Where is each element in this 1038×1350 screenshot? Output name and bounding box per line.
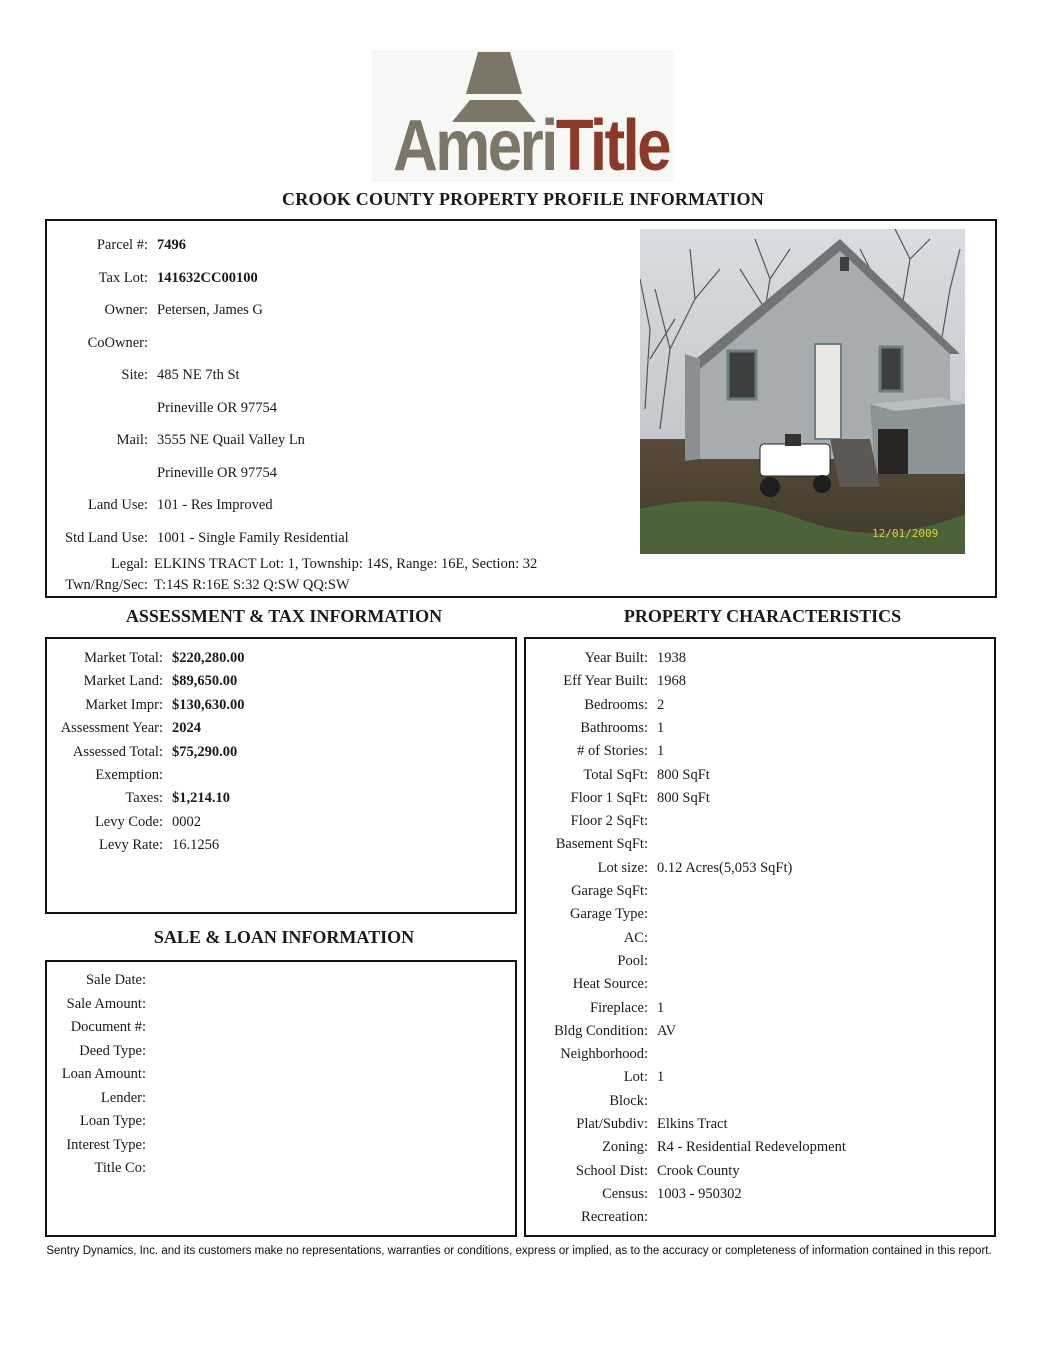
sale-row-label: Interest Type: bbox=[66, 1136, 146, 1153]
characteristic-row-label: Block: bbox=[609, 1092, 648, 1109]
characteristic-row-value: 1 bbox=[657, 743, 665, 760]
characteristic-row-label: AC: bbox=[623, 929, 648, 946]
twn-rng-sec-row-value: T:14S R:16E S:32 Q:SW QQ:SW bbox=[154, 577, 350, 593]
characteristic-row-label: School Dist: bbox=[575, 1162, 648, 1179]
logo-wordmark bbox=[393, 106, 670, 186]
characteristic-row-label: Garage SqFt: bbox=[571, 883, 648, 899]
characteristic-row-value: 800 SqFt bbox=[657, 766, 710, 783]
logo-text-title: Title bbox=[555, 106, 670, 186]
assessment-row-label: Assessment Year: bbox=[60, 720, 163, 737]
assessment-row-value: $75,290.00 bbox=[172, 743, 238, 760]
characteristic-row-label: Census: bbox=[602, 1185, 648, 1202]
characteristic-row-label: Basement SqFt: bbox=[555, 836, 648, 853]
characteristic-row-label: Lot: bbox=[623, 1069, 648, 1086]
sale-row-label: Lender: bbox=[100, 1089, 146, 1106]
coowner-row-label: CoOwner: bbox=[87, 335, 148, 351]
characteristic-row-label: Plat/Subdiv: bbox=[576, 1116, 648, 1132]
assessment-row-value: $220,280.00 bbox=[172, 650, 245, 666]
assessment-row-value: $89,650.00 bbox=[172, 673, 238, 690]
sale-row-label: Sale Amount: bbox=[66, 995, 146, 1012]
assessment-row-label: Assessed Total: bbox=[72, 743, 163, 760]
characteristic-row-value: 0.12 Acres(5,053 SqFt) bbox=[657, 859, 793, 876]
assessment-heading: ASSESSMENT & TAX INFORMATION bbox=[125, 606, 443, 626]
parcel-row-label: Parcel #: bbox=[96, 237, 148, 253]
owner-row-label: Owner: bbox=[104, 302, 148, 318]
characteristic-row-label: Total SqFt: bbox=[583, 766, 648, 783]
assessment-row-value: 0002 bbox=[172, 813, 201, 830]
characteristic-row-value: AV bbox=[657, 1022, 677, 1039]
assessment-row-label: Levy Code: bbox=[94, 813, 163, 830]
tax-lot-row-label: Tax Lot: bbox=[98, 270, 148, 286]
legal-row-value: ELKINS TRACT Lot: 1, Township: 14S, Range: 16E, Section: 32 bbox=[154, 556, 538, 572]
twn-rng-sec-row-label: Twn/Rng/Sec: bbox=[65, 577, 148, 593]
characteristics-heading: PROPERTY CHARACTERISTICS bbox=[623, 606, 902, 626]
report-title: CROOK COUNTY PROPERTY PROFILE INFORMATION bbox=[282, 189, 764, 209]
characteristic-row-label: Bedrooms: bbox=[584, 696, 648, 713]
assessment-row-label: Market Land: bbox=[83, 673, 163, 690]
ameri-title-logo bbox=[372, 50, 674, 186]
std-land-use-row-value: 1001 - Single Family Residential bbox=[157, 530, 349, 546]
characteristic-row-label: Year Built: bbox=[584, 650, 648, 666]
assessment-row-value: $1,214.10 bbox=[172, 790, 230, 807]
characteristic-row-label: Eff Year Built: bbox=[563, 673, 648, 690]
assessment-row-label: Exemption: bbox=[95, 767, 163, 783]
characteristic-row-label: Recreation: bbox=[581, 1209, 648, 1226]
characteristic-row-label: Bldg Condition: bbox=[554, 1022, 648, 1039]
sale-row-label: Sale Date: bbox=[86, 972, 146, 988]
characteristic-row-value: 1938 bbox=[657, 650, 686, 666]
house-photo-image bbox=[640, 229, 965, 554]
tax-lot-row-value: 141632CC00100 bbox=[157, 270, 258, 286]
owner-row-value: Petersen, James G bbox=[157, 302, 263, 318]
land-use-row-label: Land Use: bbox=[88, 497, 148, 513]
mail-city-row-value: Prineville OR 97754 bbox=[157, 465, 278, 481]
characteristic-row-value: 1 bbox=[657, 999, 665, 1016]
photo-date-stamp: 12/01/2009 bbox=[872, 527, 939, 540]
assessment-row-value: $130,630.00 bbox=[172, 696, 245, 713]
characteristic-row-label: Bathrooms: bbox=[580, 719, 648, 736]
characteristic-row-value: 2 bbox=[657, 696, 665, 713]
parcel-row-value: 7496 bbox=[157, 237, 186, 253]
land-use-row-value: 101 - Res Improved bbox=[157, 497, 273, 513]
characteristic-row-value: R4 - Residential Redevelopment bbox=[657, 1139, 846, 1156]
mail-row-value: 3555 NE Quail Valley Ln bbox=[157, 432, 305, 448]
characteristic-row-label: Heat Source: bbox=[572, 976, 648, 993]
sale-row-label: Deed Type: bbox=[79, 1042, 146, 1059]
logo-text-ameri: Ameri bbox=[393, 106, 556, 186]
site-row-value: 485 NE 7th St bbox=[157, 367, 240, 383]
sale-row-label: Loan Type: bbox=[80, 1113, 146, 1129]
characteristic-row-label: Neighborhood: bbox=[560, 1046, 648, 1063]
sale-row-label: Title Co: bbox=[94, 1160, 146, 1176]
characteristic-row-label: Garage Type: bbox=[569, 906, 648, 923]
characteristic-row-label: Lot size: bbox=[597, 859, 648, 876]
characteristic-row-label: Floor 2 SqFt: bbox=[570, 813, 648, 830]
characteristic-row-label: # of Stories: bbox=[577, 743, 648, 760]
characteristic-row-value: 1003 - 950302 bbox=[657, 1185, 742, 1202]
site-row-label: Site: bbox=[121, 367, 148, 383]
characteristic-row-value: 800 SqFt bbox=[657, 789, 710, 806]
characteristic-row-value: 1 bbox=[657, 719, 665, 736]
site-city-row-value: Prineville OR 97754 bbox=[157, 400, 278, 416]
disclaimer-footer: Sentry Dynamics, Inc. and its customers make no representations, warranties or conditions, express or implied, as to the accuracy or completeness of information contained in this report. bbox=[46, 1245, 992, 1257]
legal-row-label: Legal: bbox=[110, 556, 148, 572]
assessment-row-value: 2024 bbox=[172, 720, 201, 737]
characteristic-row-value: 1 bbox=[657, 1069, 665, 1086]
sale-row-label: Document #: bbox=[70, 1019, 146, 1035]
assessment-row-label: Market Total: bbox=[84, 650, 163, 666]
std-land-use-row-label: Std Land Use: bbox=[65, 530, 148, 546]
characteristic-row-value: 1968 bbox=[657, 673, 686, 690]
characteristic-row-value: Crook County bbox=[657, 1162, 740, 1179]
characteristic-row-label: Floor 1 SqFt: bbox=[570, 789, 648, 806]
characteristic-row-label: Pool: bbox=[617, 952, 648, 969]
characteristic-row-label: Zoning: bbox=[602, 1139, 648, 1156]
property-photo bbox=[640, 229, 965, 554]
characteristic-row-value: Elkins Tract bbox=[657, 1116, 728, 1132]
assessment-row-label: Taxes: bbox=[125, 790, 163, 807]
mail-row-label: Mail: bbox=[116, 432, 148, 448]
sale-row-label: Loan Amount: bbox=[61, 1066, 146, 1082]
sale-heading: SALE & LOAN INFORMATION bbox=[153, 927, 415, 947]
characteristic-row-label: Fireplace: bbox=[590, 999, 648, 1016]
assessment-row-label: Levy Rate: bbox=[98, 837, 163, 854]
assessment-row-label: Market Impr: bbox=[85, 696, 163, 713]
assessment-row-value: 16.1256 bbox=[172, 837, 220, 854]
